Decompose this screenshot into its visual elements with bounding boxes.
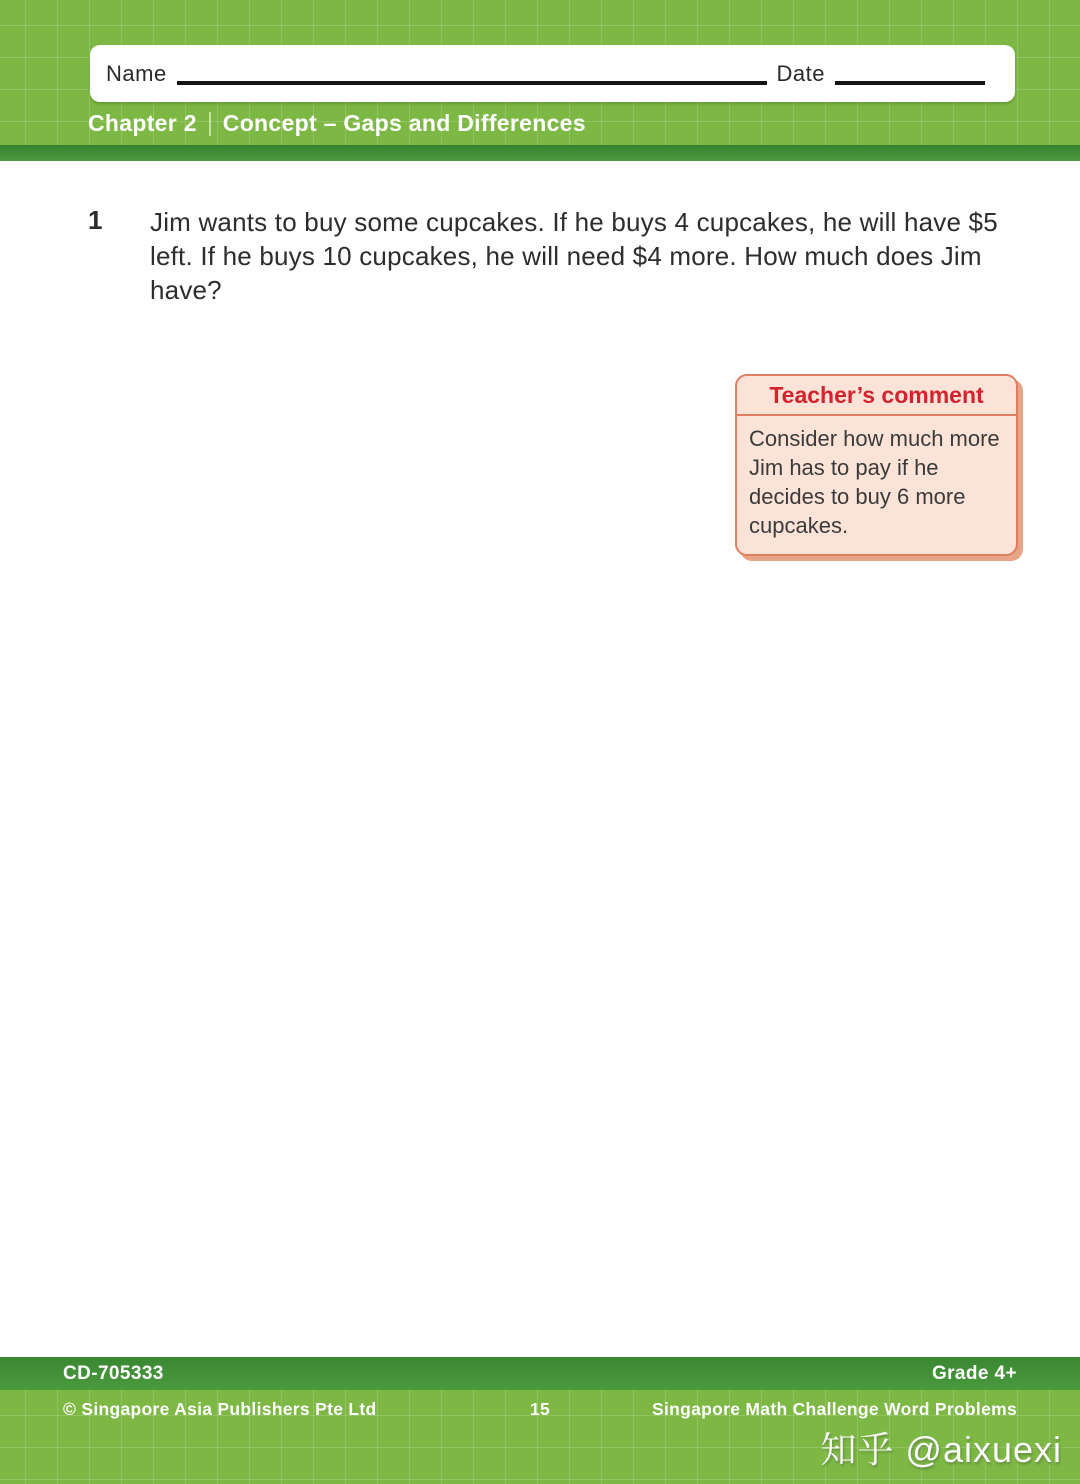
chapter-title: Concept – Gaps and Differences	[222, 110, 586, 136]
date-label: Date	[776, 60, 825, 86]
product-code: CD-705333	[63, 1362, 164, 1384]
watermark: 知乎 @aixuexi	[820, 1429, 1062, 1470]
problem-text: Jim wants to buy some cupcakes. If he buys 4 cupcakes, he will have $5 left. If he buys 10 cupcakes, he will need $4 more. How much does Jim have?	[150, 207, 998, 305]
name-date-box	[90, 45, 1015, 102]
grade-label: Grade 4+	[931, 1362, 1017, 1384]
footer-area	[0, 1390, 1080, 1484]
teacher-comment-title: Teacher’s comment	[737, 376, 1016, 416]
chapter-separator	[209, 112, 211, 136]
page-header	[0, 0, 1080, 145]
name-fill-line	[177, 81, 767, 85]
footer-credits-row	[0, 1390, 1080, 1420]
teacher-comment-box	[735, 374, 1018, 556]
copyright-text: © Singapore Asia Publishers Pte Ltd	[63, 1399, 377, 1419]
worksheet-content	[0, 161, 1080, 1357]
chapter-number: Chapter 2	[88, 110, 197, 136]
teacher-comment-body: Consider how much more Jim has to pay if he decides to buy 6 more cupcakes.	[749, 426, 1000, 538]
page-number: 15	[529, 1399, 551, 1419]
book-title: Singapore Math Challenge Word Problems	[652, 1399, 1018, 1419]
name-label: Name	[106, 60, 167, 86]
problem-1	[0, 161, 1080, 307]
footer-strip	[0, 1357, 1080, 1390]
problem-number: 1	[88, 205, 103, 235]
header-divider-strip	[0, 145, 1080, 161]
chapter-heading	[88, 110, 586, 137]
date-fill-line	[835, 81, 985, 85]
